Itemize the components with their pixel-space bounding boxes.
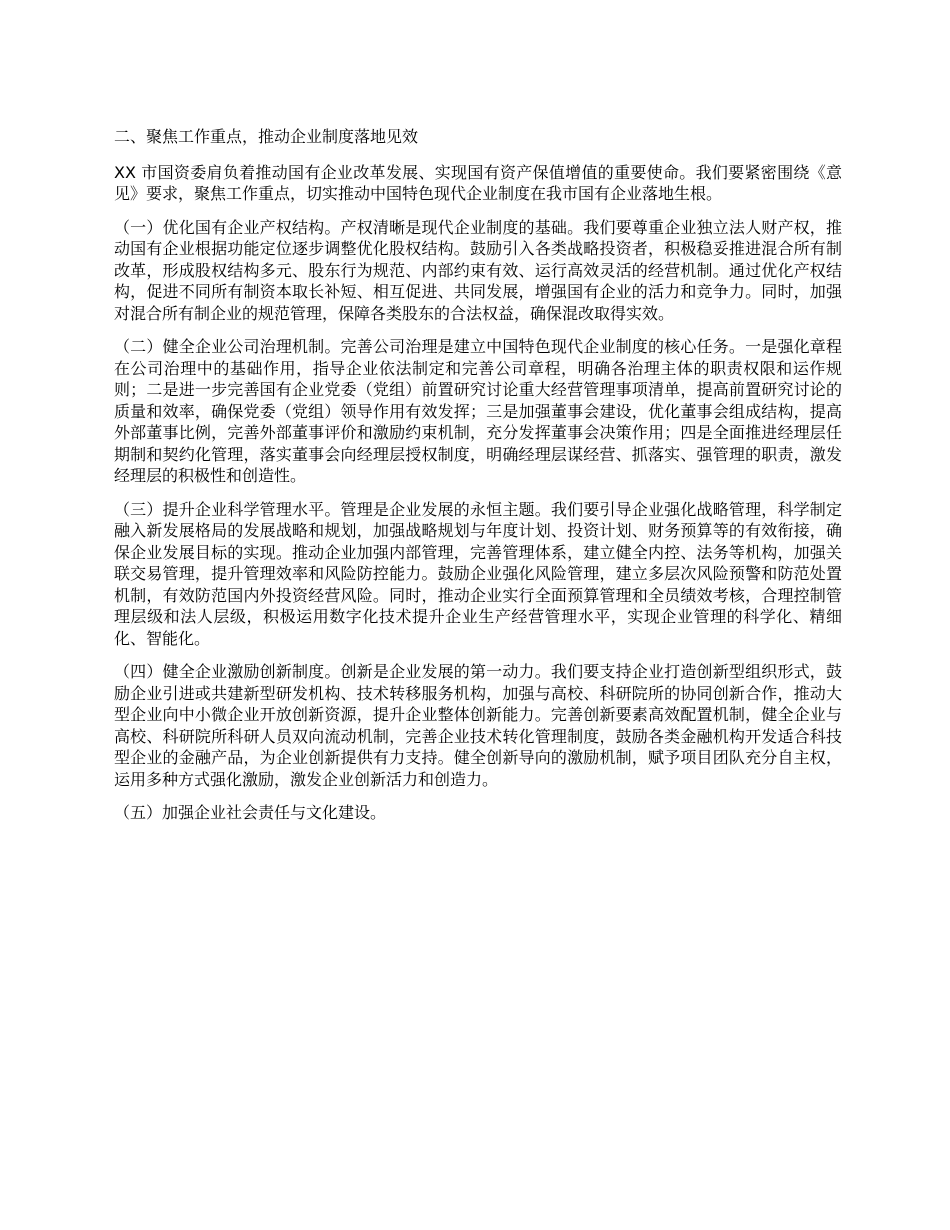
paragraph-innovation-incentives: （四）健全企业激励创新制度。创新是企业发展的第一动力。我们要支持企业打造创新型组织形式，鼓励企业引进或共建新型研发机构、技术转移服务机构，加强与高校、科研院所的协同创新合作，推动大型企业向中小微企业开放创新资源，提升企业整体创新能力。完善创新要素高效配置机制，健全企业与高校、科研院所科研人员双向流动机制，完善企业技术转化管理制度，鼓励各类金融机构开发适合科技型企业的金融产品，为企业创新提供有力支持。健全创新导向的激励机制，赋予项目团队充分自主权，运用多种方式强化激励，激发企业创新活力和创造力。 [114,662,842,789]
paragraph-corporate-governance: （二）健全企业公司治理机制。完善公司治理是建立中国特色现代企业制度的核心任务。一是强化章程在公司治理中的基础作用，指导企业依法制定和完善公司章程，明确各治理主体的职责权限和运作规则；二是进一步完善国有企业党委（党组）前置研究讨论重大经营管理事项清单，提高前置研究讨论的质量和效率，确保党委（党组）领导作用有效发挥；三是加强董事会建设，优化董事会组成结构，提高外部董事比例，完善外部董事评价和激励约束机制，充分发挥董事会决策作用；四是全面推进经理层任期制和契约化管理，落实董事会向经理层授权制度，明确经理层谋经营、抓落实、强管理的职责，激发经理层的积极性和创造性。 [114,337,842,485]
paragraph-intro: XX 市国资委肩负着推动国有企业改革发展、实现国有资产保值增值的重要使命。我们要紧密围绕《意见》要求，聚焦工作重点，切实推动中国特色现代企业制度在我市国有企业落地生根。 [114,162,842,203]
paragraph-scientific-management: （三）提升企业科学管理水平。管理是企业发展的永恒主题。我们要引导企业强化战略管理，科学制定融入新发展格局的发展战略和规划，加强战略规划与年度计划、投资计划、财务预算等的有效衔接，确保企业发展目标的实现。推动企业加强内部管理，完善管理体系，建立健全内控、法务等机构，加强关联交易管理，提升管理效率和风险防控能力。鼓励企业强化风险管理，建立多层次风险预警和防范处置机制，有效防范国内外投资经营风险。同时，推动企业实行全面预算管理和全员绩效考核，合理控制管理层级和法人层级，积极运用数字化技术提升企业生产经营管理水平，实现企业管理的科学化、精细化、智能化。 [114,499,842,648]
section-heading: 二、聚焦工作重点，推动企业制度落地见效 [114,127,419,146]
paragraph-property-rights: （一）优化国有企业产权结构。产权清晰是现代企业制度的基础。我们要尊重企业独立法人财产权，推动国有企业根据功能定位逐步调整优化股权结构。鼓励引入各类战略投资者，积极稳妥推进混合所有制改革，形成股权结构多元、股东行为规范、内部约束有效、运行高效灵活的经营机制。通过优化产权结构，促进不同所有制资本取长补短、相互促进、共同发展，增强国有企业的活力和竞争力。同时，加强对混合所有制企业的规范管理，保障各类股东的合法权益，确保混改取得实效。 [114,217,842,323]
paragraph-social-responsibility: （五）加强企业社会责任与文化建设。 [114,803,387,822]
document-page [114,126,842,836]
